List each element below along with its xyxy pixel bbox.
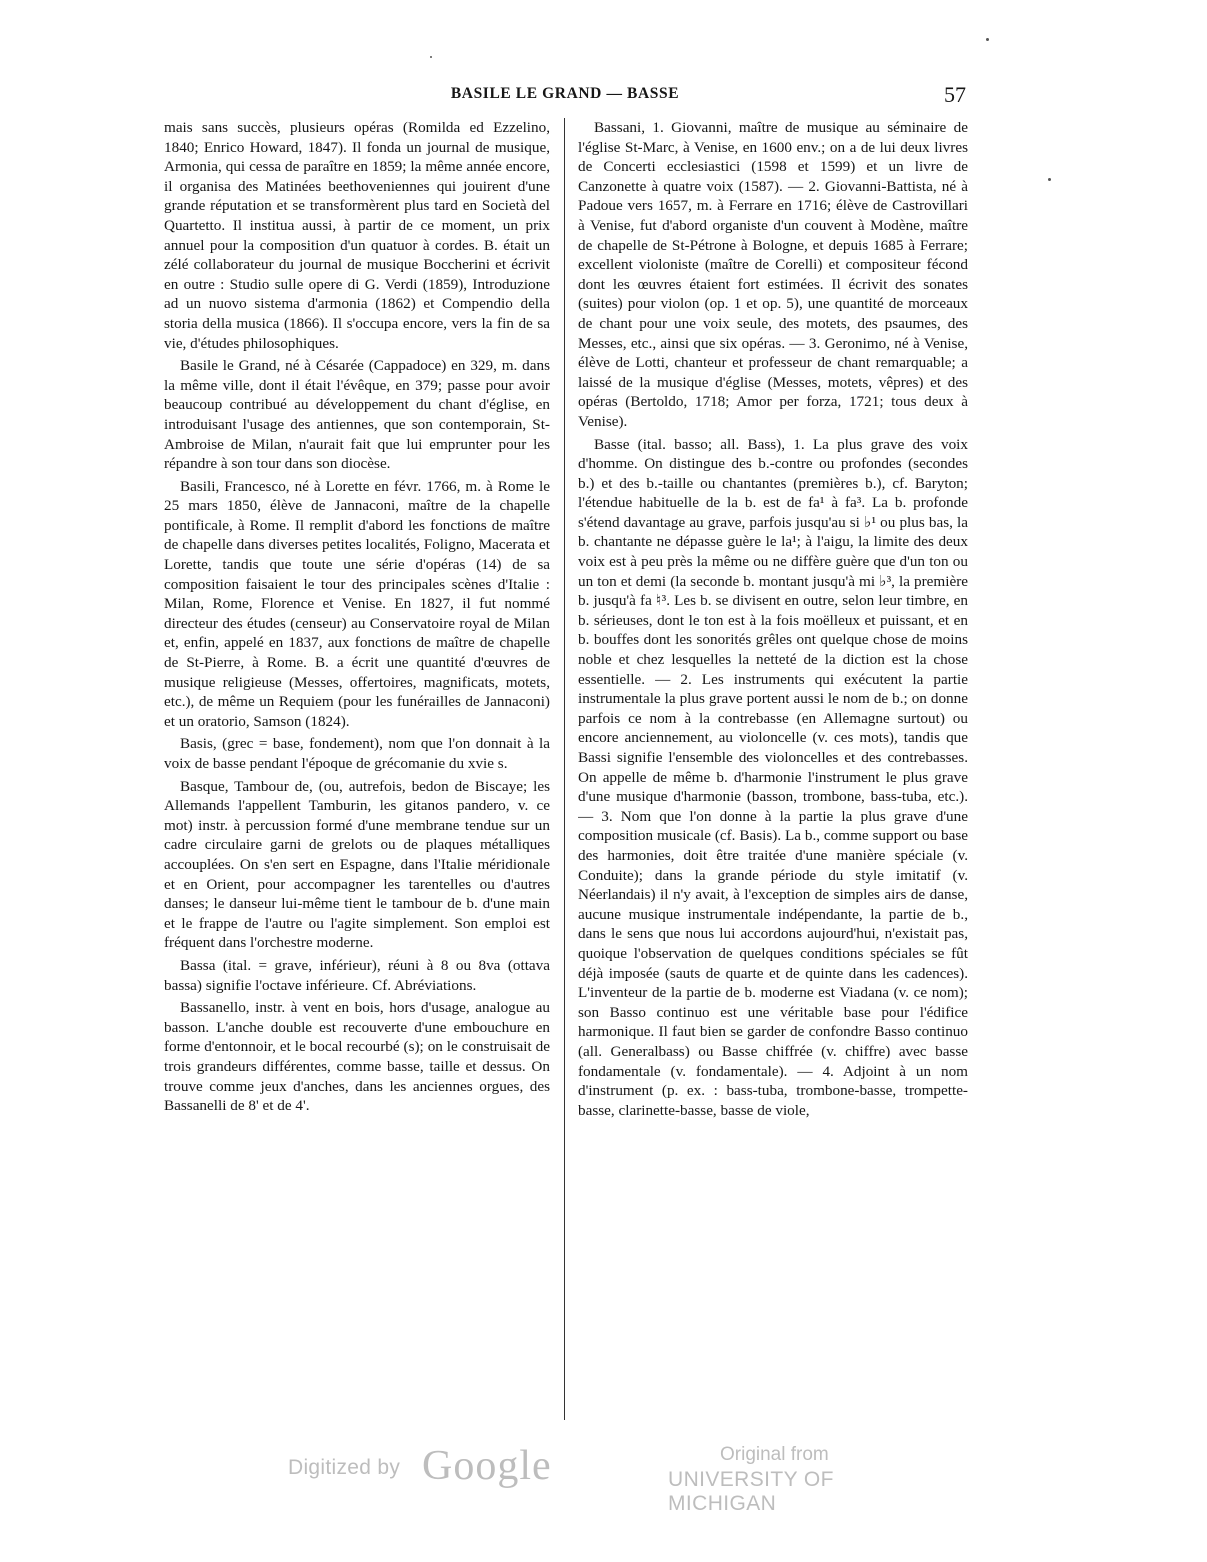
column-divider — [564, 118, 565, 1420]
scan-speck — [986, 38, 989, 41]
running-title: BASILE LE GRAND — BASSE — [450, 85, 680, 102]
entry-basile-le-grand: Basile le Grand, né à Césarée (Cappadoce) en 329, m. dans la même ville, dont il était l'évêque, en 379; passe pour avoir beaucoup contribué au développement du chant d'église, en introduisant l'usage des antiennes, que son contemporain, St-Ambroise de Milan, n'aurait fait que lui emprunter pour les répandre à son tour dans son diocèse. — [164, 357, 550, 473]
google-logo: Google — [422, 1443, 552, 1489]
entry-ricci-continuation: mais sans succès, plusieurs opéras (Romilda ed Ezzelino, 1840; Enrico Howard, 1847). Il fonda un journal de musique, Armonia, qui cessa de paraître en 1859; la même année encore, il organisa des Matinées beethoveniennes qui jouirent d'une grande réputation et se transformèrent plus tard en Società del Quartetto. Il institua aussi, à partir de ce moment, un prix annuel pour la composition d'un quatuor à cordes. B. était un zélé collaborateur du journal de musique Boccherini et écrivit en outre : Studio sulle opere di G. Verdi (1859), Introduzione ad un nuovo sistema d'armonia (1862) et Compendio della storia della musica (1866). Il s'occupa encore, vers la fin de sa vie, d'études philosophiques. — [164, 119, 550, 352]
page-number: 57 — [944, 82, 966, 107]
entry-bassani: Bassani, 1. Giovanni, maître de musique au séminaire de l'église St-Marc, à Venise, en 1600 env.; on a de lui deux livres de Concerti ecclesiastici (1598 et 1599) et un livre de Canzonette à quatre voix (1587). — 2. Giovanni-Battista, né à Padoue vers 1657, m. à Ferrare en 1716; élève de Castrovillari à Venise, fut d'abord organiste d'un couvent à Modène, maître de chapelle de St-Pétrone à Bologne, et depuis 1685 à Ferrare; excellent violoniste (maître de Corelli) et compositeur fécond dont les œuvres étaient fort estimées. Il écrivit des sonates (suites) pour violon (op. 1 et op. 5), une quantité de morceaux de chant pour une voix seule, des motets, des psaumes, des Messes, etc., ainsi que six opéras. — 3. Geronimo, né à Venise, élève de Lotti, chanteur et professeur de chant remarquable; a laissé de la musique d'église (Messes, motets, vêpres) et des opéras (Bertoldo, 1718; Amor per forza, 1721; tous deux à Venise). — [578, 119, 968, 430]
entry-basse: Basse (ital. basso; all. Bass), 1. La plus grave des voix d'homme. On distingue des b.-contre ou profondes (secondes b.) et des b.-taille ou chantantes (premières b.), cf. Baryton; l'étendue habituelle de la b. est de fa¹ à fa³. La b. profonde s'étend davantage au grave, parfois jusqu'au si ♭¹ ou plus bas, la b. chantante ne dépasse guère le la¹; à l'aigu, la limite des deux voix est à peu près la même ou ne diffère guère que d'un ton ou un ton et demi (la seconde b. montant jusqu'à mi ♭³, la première b. jusqu'à fa ♮³. Les b. se divisent en outre, selon leur timbre, en b. sérieuses, dont le ton est à la fois moëlleux et puissant, et en b. bouffes dont les sonorités grêles ont quelque chose de moins noble et chez lesquelles la netteté de la diction est la chose essentielle. — 2. Les instruments qui exécutent la partie instrumentale la plus grave portent aussi le nom de b.; on donne parfois ce nom à la contrebasse (en Allemagne surtout) ou encore anciennement, au violoncelle (v. ces mots), tandis que Bassi signifie l'ensemble des violoncelles et des contrebasses. On appelle de même b. d'harmonie l'instrument le plus grave d'une musique d'harmonie (basson, trombone, bass-tuba, etc.). — 3. Nom que l'on donne à la partie la plus grave d'une composition musicale (cf. Basis). La b., comme support ou base des harmonies, doit être traitée d'une manière spéciale (v. Conduite); dans la grande période du style imitatif (v. Néerlandais) il n'y avait, à l'exception de simples airs de danse, aucune musique instrumentale indépendante, la partie de b., dans le sens que nous lui accordons aujourd'hui, n'existait pas, quoique l'observation de quelques conditions spéciales se fût déjà imposée (sauts de quarte et de quinte dans les cadences). L'inventeur de la partie de b. moderne est Viadana (v. ce nom); son Basso continuo est une véritable base pour l'édifice harmonique. Il faut bien se garder de confondre Basso continuo (all. Generalbass) ou Basse chiffrée (v. chiffre) avec basse fondamentale (v. fondamentale). — 4. Adjoint à un nom d'instrument (p. ex. : bass-tuba, trombone-basse, trompette-basse, clarinette-basse, basse de viole, — [578, 435, 968, 1119]
entry-basque: Basque, Tambour de, (ou, autrefois, bedon de Biscaye; les Allemands l'appellent Tamburin, les gitanos pandero, v. ce mot) instr. à percussion formé d'une membrane tendue sur un cadre circulaire garni de grelots ou de plaques métalliques accouplées. On s'en sert en Espagne, dans l'Italie méridionale et en Orient, pour accompagner les tarentelles ou d'autres danses; le danseur lui-même tient le tambour de b. d'une main et le frappe de l'autre ou l'agite simplement. Son emploi est fréquent dans l'orchestre moderne. — [164, 777, 550, 952]
watermark-university: UNIVERSITY OF MICHIGAN — [668, 1468, 834, 1515]
entry-basili: Basili, Francesco, né à Lorette en févr. 1766, m. à Rome le 25 mars 1850, élève de Jannaconi, maître de la chapelle pontificale, à Rome. Il remplit d'abord les fonctions de maître de chapelle dans diverses petites localités, Foligno, Macerata et Lorette, tandis que toute une série d'opéras (14) de sa composition faisaient le tour des principales scènes d'Italie : Milan, Rome, Florence et Venise. En 1827, il fut nommé directeur des études (censeur) au Conservatoire royal de Milan et, enfin, appelé en 1837, aux fonctions de maître de chapelle de St-Pierre, à Rome. B. a écrit une quantité d'œuvres de musique religieuse (Messes, offertoires, magnificats, motets, etc.), de même un Requiem (pour les funérailles de Jannaconi) et un oratorio, Samson (1824). — [164, 477, 550, 730]
scan-speck — [1048, 178, 1051, 181]
entry-bassanello: Bassanello, instr. à vent en bois, hors d'usage, analogue au basson. L'anche double est recouverte d'une embouchure en forme d'entonnoir, et le bocal recourbé (s); on le construisait de trois grandeurs différentes, comme basse, taille et dessus. On trouve comme jeux d'anches, dans les anciennes orgues, des Bassanelli de 8' et de 4'. — [164, 999, 550, 1115]
entry-basis: Basis, (grec = base, fondement), nom que l'on donnait à la voix de basse pendant l'époque de grécomanie du xvie s. — [164, 735, 550, 772]
watermark-digitized-by: Digitized by — [288, 1456, 401, 1479]
left-column — [164, 118, 550, 1428]
digitization-watermark — [288, 1438, 928, 1515]
scan-speck — [430, 56, 432, 58]
right-column — [578, 118, 968, 1428]
watermark-original-from: Original from — [720, 1444, 829, 1465]
page-header — [160, 82, 970, 112]
entry-bassa: Bassa (ital. = grave, inférieur), réuni à 8 ou 8va (ottava bassa) signifie l'octave inférieure. Cf. Abréviations. — [164, 956, 550, 994]
